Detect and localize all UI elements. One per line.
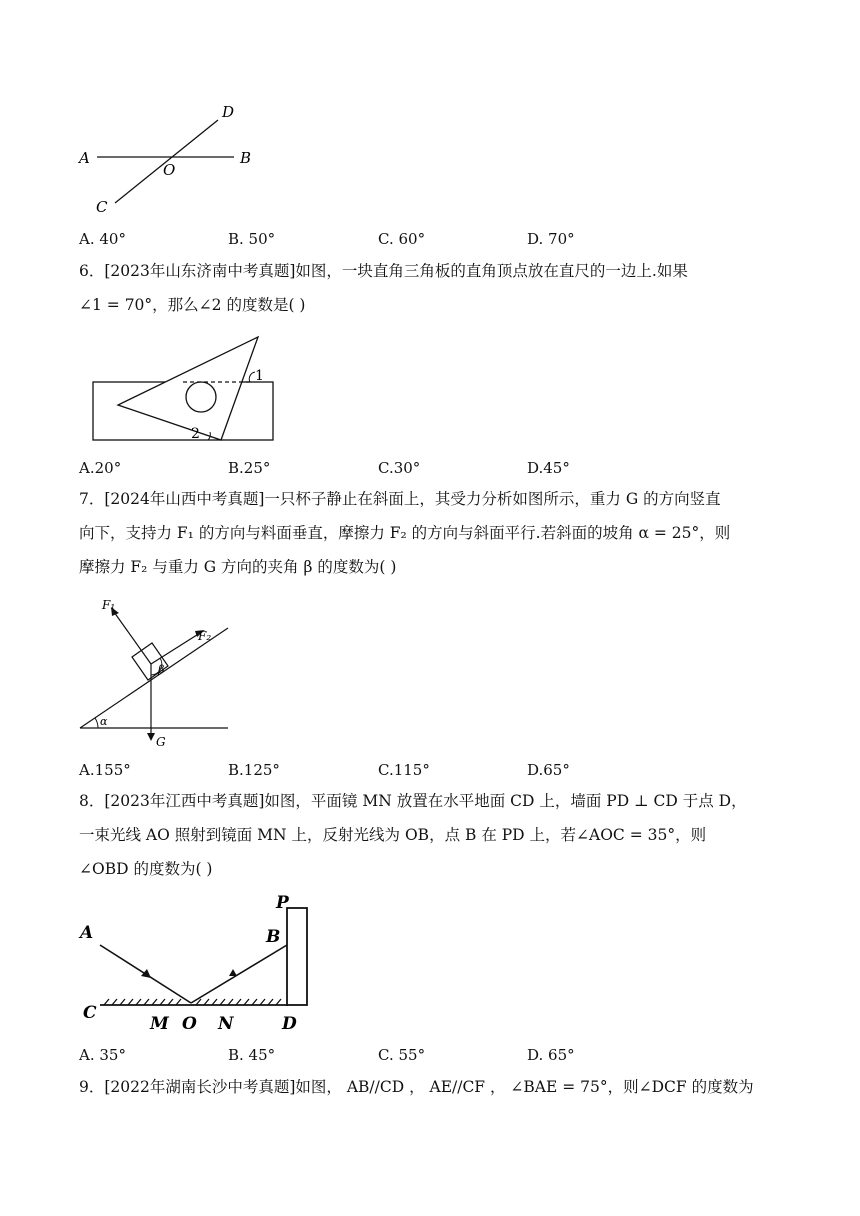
q7-option-c[interactable]: C.115° — [378, 761, 430, 779]
q8-option-b[interactable]: B. 45° — [228, 1046, 276, 1064]
label-B: B — [240, 149, 252, 167]
label-A: A — [79, 149, 90, 167]
q6-option-b[interactable]: B.25° — [228, 459, 271, 477]
label-O: O — [163, 161, 176, 179]
label-p: P — [276, 893, 289, 913]
q5-option-c[interactable]: C. 60° — [378, 230, 426, 248]
figure-intersecting-lines — [70, 95, 270, 220]
label-f2: F₂ — [198, 629, 212, 643]
label-c: C — [83, 1003, 97, 1023]
q8-option-c[interactable]: C. 55° — [378, 1046, 426, 1064]
question-9-line-1: 9．[2022年湖南长沙中考真题]如图， AB//CD ， AE//CF ， ∠BAE = 75°，则∠DCF 的度数为 — [79, 1078, 754, 1096]
label-a: A — [80, 923, 94, 943]
label-f1: F₁ — [102, 598, 116, 612]
label-d: D — [282, 1014, 297, 1034]
question-8-line-1: 8．[2023年江西中考真题]如图，平面镜 MN 放置在水平地面 CD 上，墙面 PD ⊥ CD 于点 D， — [79, 792, 747, 810]
label-m: M — [150, 1014, 169, 1034]
question-6-line-1: 6．[2023年山东济南中考真题]如图，一块直角三角板的直角顶点放在直尺的一边上.如果 — [79, 262, 688, 280]
question-6 — [79, 254, 799, 322]
figure-mirror-reflection — [78, 890, 328, 1040]
label-C: C — [96, 198, 108, 216]
angle-1-label: 1 — [255, 368, 264, 384]
label-g: G — [156, 735, 166, 749]
figure-force-diagram — [78, 595, 238, 750]
question-8-line-2: 一束光线 AO 照射到镜面 MN 上，反射光线为 OB，点 B 在 PD 上，若∠AOC = 35°，则 — [79, 826, 707, 844]
q7-option-d[interactable]: D.65° — [527, 761, 570, 779]
question-8-line-3: ∠OBD 的度数为( ) — [79, 860, 213, 878]
question-7 — [79, 482, 799, 584]
label-b: B — [266, 927, 281, 947]
q6-option-a[interactable]: A.20° — [79, 459, 122, 477]
question-7-line-2: 向下，支持力 F₁ 的方向与料面垂直，摩擦力 F₂ 的方向与斜面平行.若斜面的坡角 α = 25°，则 — [79, 524, 731, 542]
q5-option-a[interactable]: A. 40° — [79, 230, 126, 248]
label-n: N — [218, 1014, 234, 1034]
angle-2-label: 2 — [191, 426, 200, 442]
question-7-line-1: 7．[2024年山西中考真题]一只杯子静止在斜面上，其受力分析如图所示，重力 G 的方向竖直 — [79, 490, 721, 508]
question-8 — [79, 784, 799, 886]
question-6-line-2: ∠1 = 70°，那么∠2 的度数是( ) — [79, 296, 306, 314]
label-D: D — [222, 103, 235, 121]
q6-option-c[interactable]: C.30° — [378, 459, 421, 477]
q7-option-b[interactable]: B.125° — [228, 761, 280, 779]
q5-option-b[interactable]: B. 50° — [228, 230, 276, 248]
q7-option-a[interactable]: A.155° — [79, 761, 131, 779]
label-beta: β — [158, 663, 165, 676]
q8-option-d[interactable]: D. 65° — [527, 1046, 575, 1064]
q5-option-d[interactable]: D. 70° — [527, 230, 575, 248]
label-o: O — [182, 1014, 197, 1034]
figure-triangle-ruler — [88, 332, 288, 447]
q8-option-a[interactable]: A. 35° — [79, 1046, 126, 1064]
question-9 — [79, 1070, 799, 1104]
label-alpha: α — [100, 715, 108, 728]
q6-option-d[interactable]: D.45° — [527, 459, 570, 477]
question-7-line-3: 摩擦力 F₂ 与重力 G 方向的夹角 β 的度数为( ) — [79, 558, 397, 576]
